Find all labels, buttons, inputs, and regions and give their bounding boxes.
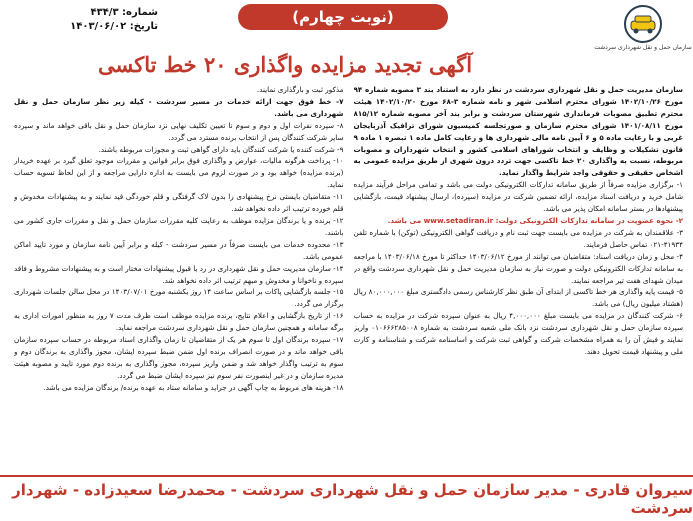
list-item: ۱۰- پرداخت هرگونه مالیات، عوارض و واگذاری فوق برابر قوانین و مقررات موجود تعلق گیرد بر عهده خریدار (برنده مزایده) خواهد بود و در صورت لزوم می بایست به اداره دارایی مراجعه و از این لحاظ تسویه حساب نماید. — [14, 156, 344, 190]
list-item: ۴- محل و زمان دریافت اسناد: متقاضیان می توانند از مورخ ۱۴۰۳/۰۶/۱۲ حداکثر تا مورخ ۱۴۰۳/۰۶/۱۸ با مراجعه به سامانه تدارکات الکترونیکی دولت و صورت نیاز به سازمان مدیریت حمل و نقل شهرداری سردشت واقع در میدان شهدای هفت تیر مراجعه نمایند. — [353, 251, 683, 285]
organization-logo — [594, 4, 692, 62]
list-item: ۱۸- هزینه های مربوط به چاپ آگهی در جراید و سامانه ستاد به عهده برنده/ برندگان مزایده می باشد. — [43, 382, 344, 392]
round-badge: (نوبت چهارم) — [238, 4, 448, 30]
notice-title: آگهی تجدید مزایده واگذاری ۲۰ خط تاکسی — [97, 52, 473, 77]
left-column — [14, 84, 344, 472]
list-item: ۹- شرکت کننده یا شرکت کنندگان باید دارای گواهی ثبت و مجوزات مربوطه باشند. — [98, 144, 344, 154]
list-item: ۶- شرکت کنندگان در مزایده می بایست مبلغ ۴,۰۰۰,۰۰۰ ریال به عنوان سپرده شرکت در مزایده به حساب سپرده سازمان حمل و نقل شهرداری سردشت نزد بانک ملی شعبه سردشت به شماره ۰۱۰۶۶۶۲۸۵۰۰۸ واریز نمایند و فیش آن را به همراه مشخصات شرکت و گواهی ثبت شرکت و اساسنامه شرکت و شناسنامه و کارت ملی و پیشنهاد قیمت تحویل دهند. — [353, 311, 683, 356]
list-item: ۱۶- از تاریخ بازگشایی و اعلام نتایج، برنده مزایده موظف است ظرف مدت ۷ روز به منظور امورات اداری به برگه سامانه و همچنین سازمان حمل و نقل شهرداری سردشت مراجعه نماید. — [14, 311, 344, 333]
intro-paragraph: سازمان مدیریت حمل و نقل شهرداری سردشت در نظر دارد به استناد بند ۳ مصوبه شماره ۹۴ مورخ ۱۴۰۲/۱۰/۲۶ شورای محترم اسلامی شهر و نامه شماره ۳-۶۸ مورخ ۱۴۰۲/۱۰/۲۰ هیئت محترم تطبیق مصوبات فرمانداری شهرستان سردشت و برابر بند آخر مصوبه شماره ۸۱۵/۱۲ مورخ ۱۴۰۱/۰۸/۱۱ شورای محترم سازمان و صورتجلسه کمیسیون شورای ترافیک آذربایجان غربی و با رعایت ماده ۵ و ۶ آیین نامه مالی شهرداری ها و رعایت کامل ماده ۱ تبصره ۱ ماده ۹ قانون تشکیلات و وظایف و انتخاب شوراهای اسلامی کشور و انتخاب شهرداران و مصوبات مربوطه، نسبت به واگذاری ۲۰ خط تاکسی جهت تردد درون شهری از طریق مزایده عمومی به اشخاص حقیقی و حقوقی واجد شرایط واگذار نماید. — [353, 85, 683, 178]
list-item: ۱- برگزاری مزایده صرفاً از طریق سامانه تدارکات الکترونیکی دولت می باشد و تمامی مراحل فرآیند مزایده شامل خرید و دریافت اسناد مزایده، ارائه تضمین شرکت در مزایده (سپرده)، ارسال پیشنهاد قیمت، بازگشایی پیشنهادها در بستر سامانه امکان پذیر می باشد. — [353, 180, 683, 214]
list-item: ۱۵- جلسه بازگشایی پاکات بر اساس ساعت ۱۴ روز یکشنبه مورخ ۱۴۰۳/۰۷/۰۱ در محل سالن جلسات شهرداری برگزار می گردد. — [14, 287, 344, 309]
list-item: ۱۴- سازمان مدیریت حمل و نقل شهرداری در رد یا قبول پیشنهادات مختار است و به پیشنهادات مشروط و فاقد سپرده و ناخوانا و مخدوش و مبهم ترتیب اثر داده نخواهد شد. — [14, 263, 344, 285]
list-item: ۱۷- سپرده برندگان اول تا سوم هر یک از متقاضیان تا زمان واگذاری اسناد مربوطه در حساب سپرده سازمان باقی خواهد ماند و در صورت انصراف برنده اول ضمن ضبط سپرده ایشان، مجوز واگذاری به برندگان دوم و سوم به ترتیب واگذار خواهد شد و ضمن واریز سپرده، مجوز واگذاری به برنده دوم مورد تایید و مصوبه هیئت مدیره سازمان و در غیر اینصورت نفر سوم نیز سپرده ایشان ضبط می گردد. — [14, 335, 344, 380]
logo-caption: سازمان حمل و نقل شهرداری سردشت — [594, 44, 692, 51]
right-column — [354, 84, 684, 472]
list-item: مذکور ثبت و بارگذاری نمایند. — [256, 85, 344, 94]
reference-number: شماره: ۴۳۴/۳ — [90, 7, 158, 18]
list-item: ۳- علاقمندان به شرکت در مزایده می بایست جهت ثبت نام و دریافت گواهی الکترونیکی (توکن) با شماره تلفن ۴۱۹۳۴-۰۲۱ تماس حاصل فرمایند. — [353, 227, 683, 249]
reference-info — [8, 6, 158, 34]
list-item: ۱۱- متقاضیان بایستی نرخ پیشنهادی را بدون لاک گرفتگی و قلم خوردگی قید نمایند و به پیشنهادات مخدوش و قلم خورده ترتیب اثر داده نخواهد شد. — [14, 192, 344, 214]
list-item: ۷- خط فوق جهت ارائه خدمات در مسیر سردشت - کیله زیر نظر سازمان حمل و نقل شهرداری می باشد. — [14, 96, 344, 118]
reference-date: تاریخ: ۱۴۰۳/۰۶/۰۲ — [70, 21, 158, 32]
list-item: ۵- قیمت پایه واگذاری هر خط تاکسی از ابتدای آن طبق نظر کارشناس رسمی دادگستری مبلغ ۸۰,۰۰۰,۰۰۰ ریال (هشتاد میلیون ریال) می باشد. — [353, 287, 683, 309]
list-item: ۱۳- محدوده خدمات می بایست صرفاً در مسیر سردشت - کیله و برابر آیین نامه سازمان و مورد تایید اماکن عمومی باشد. — [14, 239, 344, 261]
list-item: ۱۲- برنده و یا برندگان مزایده موظف به رعایت کلیه مقررات سازمان حمل و نقل و مقررات جاری کشور می باشند. — [14, 215, 344, 237]
list-item: ۸- سپرده نفرات اول و دوم و سوم تا تعیین تکلیف نهایی نزد سازمان حمل و نقل باقی خواهد ماند و سپرده سایر شرکت کنندگان پس از انتخاب برنده مسترد می گردد. — [14, 120, 344, 142]
list-item: ۲- نحوه عضویت در سامانه تدارکات الکترونیکی دولت: www.setadiran.ir می باشد. — [387, 215, 683, 225]
notice-body — [14, 84, 683, 472]
taxi-logo-icon — [617, 4, 669, 44]
signature-footer: سیروان قادری - مدیر سازمان حمل و نقل شهرداری سردشت - محمدرضا سعیدزاده - شهردار سردشت — [0, 475, 693, 521]
